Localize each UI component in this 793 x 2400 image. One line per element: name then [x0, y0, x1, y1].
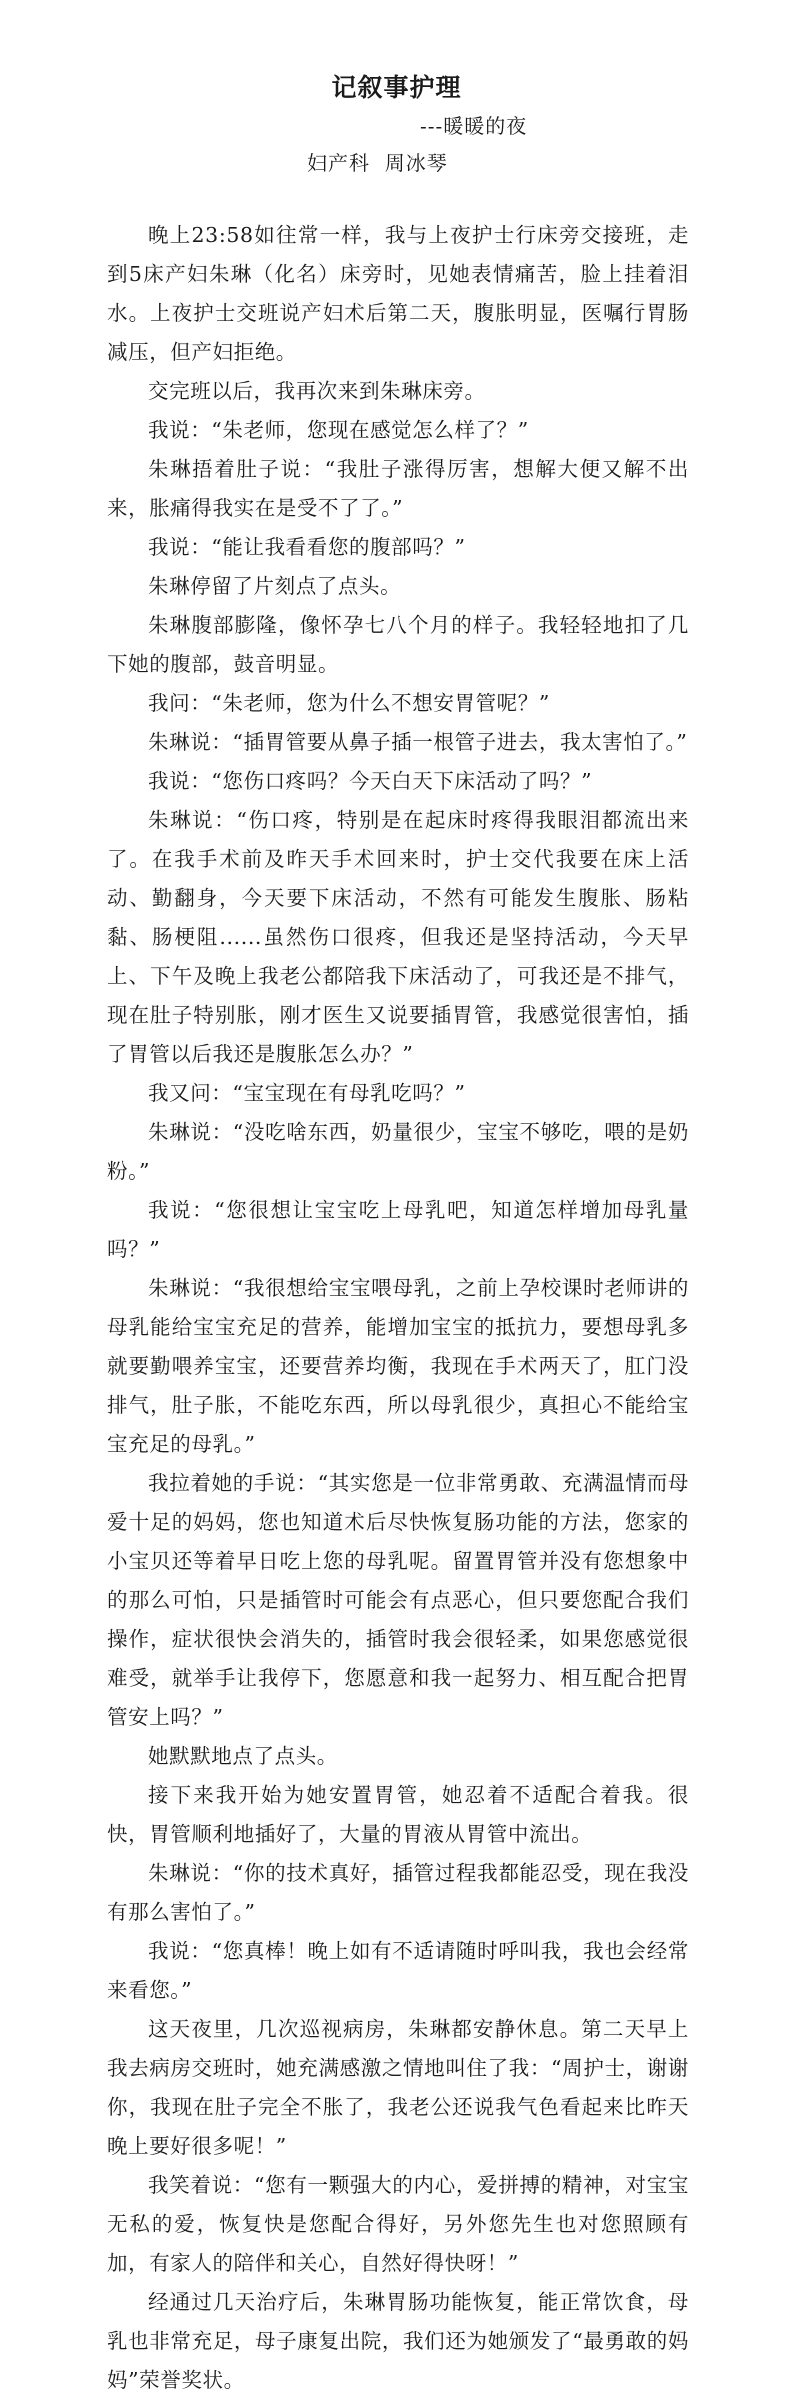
body-paragraph: 这天夜里，几次巡视病房，朱琳都安静休息。第二天早上我去病房交班时，她充满感激之情地叫住了我：“周护士，谢谢你，我现在肚子完全不胀了，我老公还说我气色看起来比昨天晚上要好很多呢！”: [107, 2017, 689, 2158]
body-paragraph: 朱琳捂着肚子说：“我肚子涨得厉害，想解大便又解不出来，胀痛得我实在是受不了了。”: [107, 457, 689, 520]
body-paragraph: 我拉着她的手说：“其实您是一位非常勇敢、充满温情而母爱十足的妈妈，您也知道术后尽快恢复肠功能的方法，您家的小宝贝还等着早日吃上您的母乳呢。留置胃管并没有您想象中的那么可怕，只是插管时可能会有点恶心，但只要您配合我们操作，症状很快会消失的，插管时我会很轻柔，如果您感觉很难受，就举手让我停下，您愿意和我一起努力、相互配合把胃管安上吗？”: [107, 1471, 689, 1729]
body-paragraph: 朱琳腹部膨隆，像怀孕七八个月的样子。我轻轻地扣了几下她的腹部，鼓音明显。: [107, 613, 689, 676]
body-paragraph: 经通过几天治疗后，朱琳胃肠功能恢复，能正常饮食，母乳也非常充足，母子康复出院，我们还为她颁发了“最勇敢的妈妈”荣誉奖状。: [107, 2290, 689, 2392]
body-paragraph: 我说：“朱老师，您现在感觉怎么样了？”: [148, 418, 529, 442]
document-body: [107, 216, 689, 2400]
body-paragraph: 我又问：“宝宝现在有母乳吃吗？”: [148, 1081, 466, 1105]
body-paragraph: 我笑着说：“您有一颗强大的内心，爱拼搏的精神，对宝宝无私的爱，恢复快是您配合得好，另外您先生也对您照顾有加，有家人的陪伴和关心，自然好得快呀！”: [107, 2173, 689, 2275]
body-paragraph: 朱琳说：“我很想给宝宝喂母乳，之前上孕校课时老师讲的母乳能给宝宝充足的营养，能增加宝宝的抵抗力，要想母乳多就要勤喂养宝宝，还要营养均衡，我现在手术两天了，肛门没排气，肚子胀，不能吃东西，所以母乳很少，真担心不能给宝宝充足的母乳。”: [107, 1276, 689, 1456]
body-paragraph: 朱琳说：“伤口疼，特别是在起床时疼得我眼泪都流出来了。在我手术前及昨天手术回来时，护士交代我要在床上活动、勤翻身，今天要下床活动，不然有可能发生腹胀、肠粘黏、肠梗阻......虽然伤口很疼，但我还是坚持活动，今天早上、下午及晚上我老公都陪我下床活动了，可我还是不排气，现在肚子特别胀，刚才医生又说要插胃管，我感觉很害怕，插了胃管以后我还是腹胀怎么办？”: [107, 808, 689, 1066]
body-paragraph: 朱琳说：“没吃啥东西，奶量很少，宝宝不够吃，喂的是奶粉。”: [107, 1120, 689, 1183]
body-paragraph: 我问：“朱老师，您为什么不想安胃管呢？”: [148, 691, 550, 715]
body-paragraph: 朱琳说：“你的技术真好，插管过程我都能忍受，现在我没有那么害怕了。”: [107, 1861, 689, 1924]
body-paragraph: 朱琳停留了片刻点了点头。: [148, 574, 402, 598]
body-paragraph: 我说：“您很想让宝宝吃上母乳吧，知道怎样增加母乳量吗？”: [107, 1198, 689, 1261]
document-subtitle: ---暖暖的夜: [420, 114, 528, 138]
body-paragraph: 我说：“能让我看看您的腹部吗？”: [148, 535, 466, 559]
body-paragraph: 我说：“您伤口疼吗？今天白天下床活动了吗？”: [148, 769, 593, 793]
body-paragraph: 她默默地点了点头。: [148, 1744, 338, 1768]
body-paragraph: 交完班以后，我再次来到朱琳床旁。: [148, 379, 486, 403]
body-paragraph: 我说：“您真棒！晚上如有不适请随时呼叫我，我也会经常来看您。”: [107, 1939, 689, 2002]
document-author: 妇产科 周冰琴: [307, 151, 448, 175]
body-paragraph: 晚上23:58如往常一样，我与上夜护士行床旁交接班，走到5床产妇朱琳（化名）床旁时，见她表情痛苦，脸上挂着泪水。上夜护士交班说产妇术后第二天，腹胀明显，医嘱行胃肠减压，但产妇拒绝。: [107, 223, 689, 364]
body-paragraph: 接下来我开始为她安置胃管，她忍着不适配合着我。很快，胃管顺利地插好了，大量的胃液从胃管中流出。: [107, 1783, 689, 1846]
document-title: 记叙事护理: [331, 73, 462, 102]
body-paragraph: 朱琳说：“插胃管要从鼻子插一根管子进去，我太害怕了。”: [148, 730, 688, 754]
